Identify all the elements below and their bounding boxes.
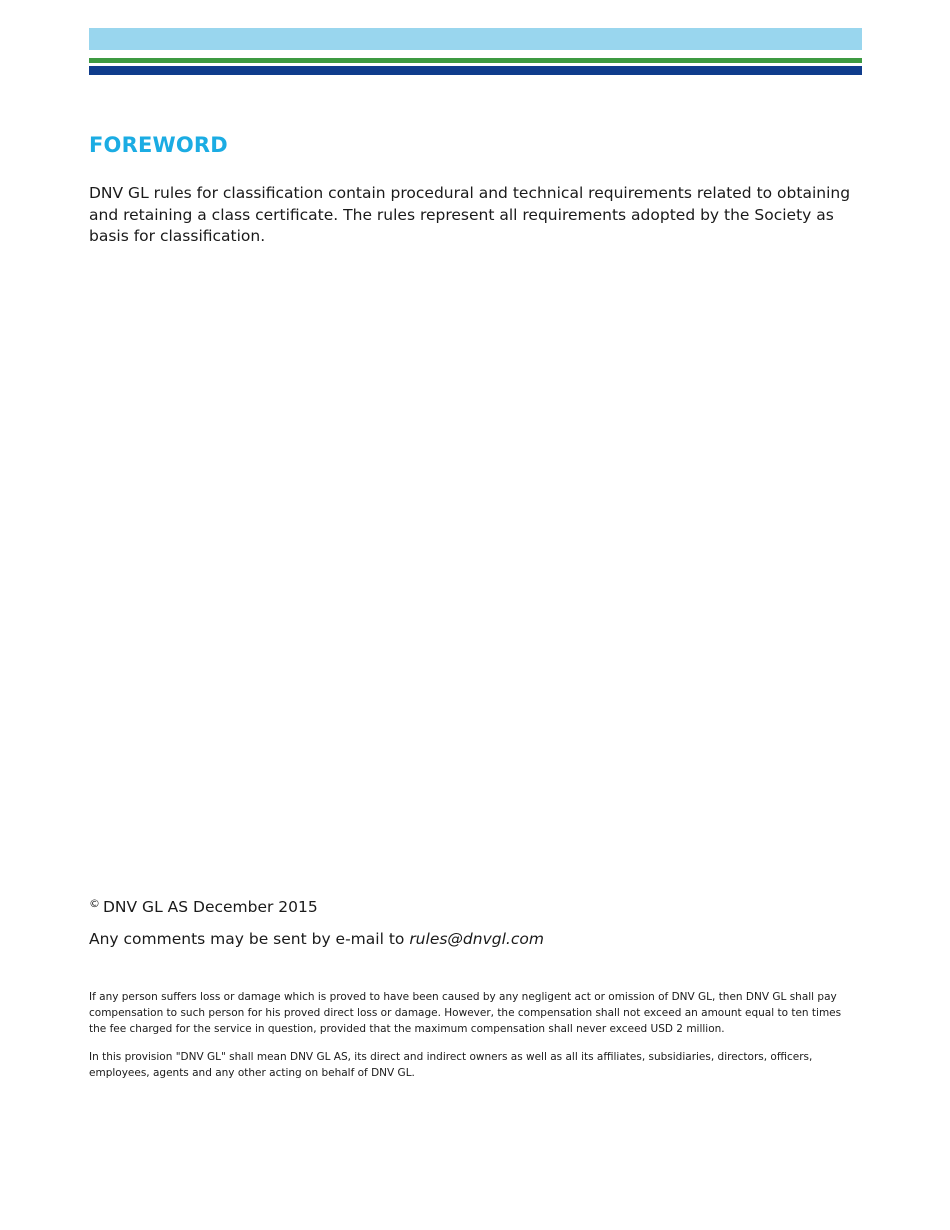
header-band-navy <box>89 66 862 75</box>
email-link[interactable]: rules@dnvgl.com <box>409 930 544 948</box>
header-band-green <box>89 58 862 63</box>
foreword-heading: FOREWORD <box>89 133 228 157</box>
header-band-light-blue <box>89 28 862 50</box>
disclaimer-liability: If any person suffers loss or damage which is proved to have been caused by any negligent act or omission of DNV GL, then DNV GL shall pay compensation to such person for his proved direct loss or damage. However, the compensation shall not exceed an amount equal to ten times the fee charged for the service in question, provided that the maximum compensation shall never exceed USD 2 million. <box>89 991 842 1035</box>
copyright-text: DNV GL AS December 2015 <box>103 898 318 916</box>
comments-prefix: Any comments may be sent by e-mail to <box>89 930 405 948</box>
foreword-body: DNV GL rules for classification contain procedural and technical requirements related to obtaining and retaining a class certificate. The rules represent all requirements adopted by the Society as basis for classification. <box>89 184 851 245</box>
copyright-line <box>89 897 318 916</box>
copyright-symbol: © <box>89 897 100 910</box>
comments-line <box>89 930 544 948</box>
disclaimer-definition: In this provision "DNV GL" shall mean DNV GL AS, its direct and indirect owners as well as all its affiliates, subsidiaries, directors, officers, employees, agents and any other acting on behalf of DNV GL. <box>89 1051 813 1079</box>
